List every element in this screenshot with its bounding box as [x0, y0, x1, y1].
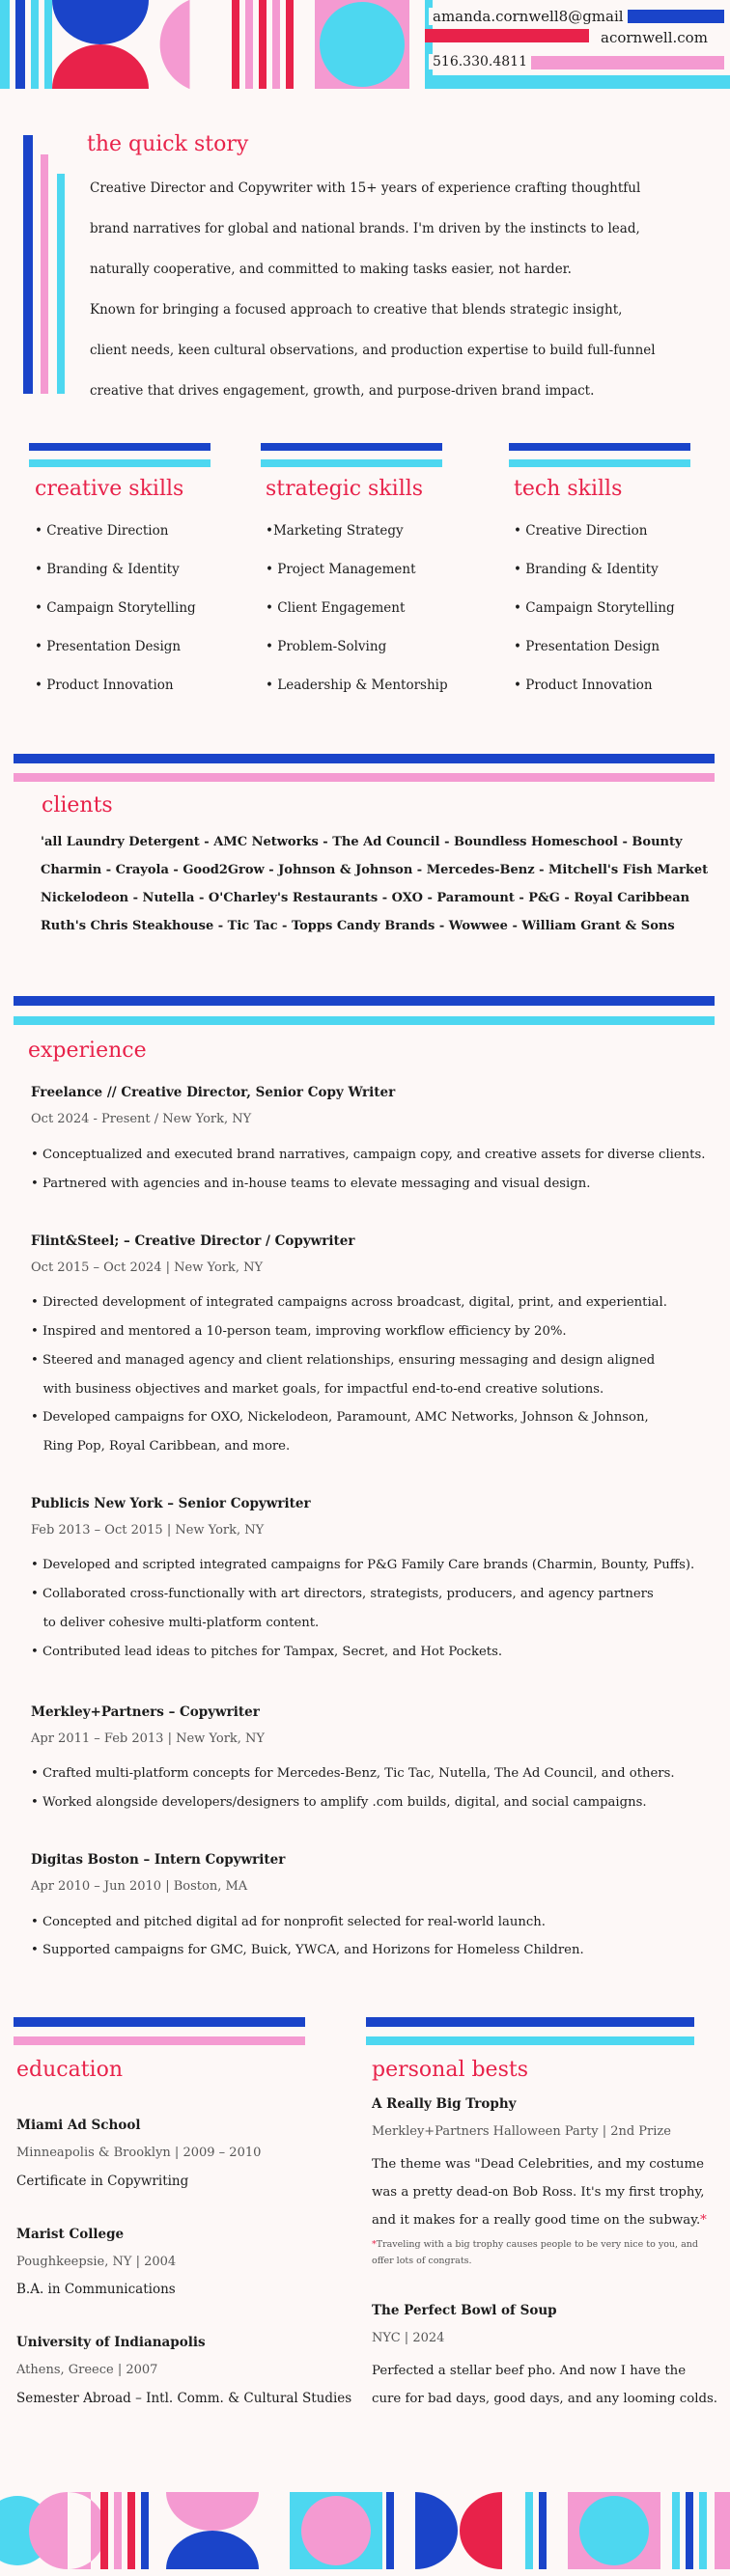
contact-phone[interactable]: 516.330.4811 — [429, 54, 531, 69]
divider — [14, 2036, 305, 2045]
job-bullet: • Collaborated cross-functionally with art directors, strategists, producers, and agency partners — [31, 1587, 654, 1601]
story-body — [90, 174, 708, 417]
best-title: The Perfect Bowl of Soup — [372, 2303, 557, 2318]
best-line: and it makes for a really good time on the subway. — [372, 2213, 701, 2228]
list-item: • Branding & Identity — [514, 562, 659, 577]
job-bullet: • Supported campaigns for GMC, Buick, YWCA, and Horizons for Homeless Children. — [31, 1943, 584, 1957]
clients-line: Ruth's Chris Steakhouse - Tic Tac - Topps Candy Brands - Wowwee - William Grant & Sons — [41, 919, 675, 933]
story-line: brand narratives for global and national brands. I'm driven by the instincts to lead, — [90, 221, 640, 236]
clients-line: 'all Laundry Detergent - AMC Networks - The Ad Council - Boundless Homeschool - Bounty — [41, 835, 683, 849]
story-line: Creative Director and Copywriter with 15+ years of experience crafting thoughtful — [90, 180, 641, 196]
creative-skills-heading: creative skills — [35, 477, 184, 501]
school-name: Miami Ad School — [16, 2118, 141, 2133]
clients-line: Nickelodeon - Nutella - O'Charley's Restaurants - OXO - Paramount - P&G - Royal Caribbean — [41, 891, 690, 905]
divider — [366, 2017, 694, 2027]
geometric-pattern-bottom — [0, 2488, 730, 2572]
job-bullet: • Contributed lead ideas to pitches for Tampax, Secret, and Hot Pockets. — [31, 1645, 503, 1659]
story-heading: the quick story — [87, 132, 249, 156]
strategic-skills-heading: strategic skills — [266, 477, 424, 501]
job-title: Publicis New York – Senior Copywriter — [31, 1496, 311, 1511]
job-bullet: • Developed and scripted integrated campaigns for P&G Family Care brands (Charmin, Bounty, Puffs). — [31, 1558, 695, 1572]
school-meta: Minneapolis & Brooklyn | 2009 – 2010 — [16, 2146, 262, 2160]
job-bullet: to deliver cohesive multi-platform content. — [31, 1616, 320, 1630]
clients-heading: clients — [42, 793, 113, 817]
clients-list — [41, 828, 708, 940]
list-item: • Presentation Design — [514, 639, 660, 654]
list-item: • Client Engagement — [266, 600, 406, 616]
contact-website[interactable]: acornwell.com — [597, 29, 712, 46]
best-body — [372, 2150, 707, 2234]
school-detail: Semester Abroad – Intl. Comm. & Cultural Studies — [16, 2391, 352, 2406]
bottom-decor-banner — [0, 2488, 730, 2572]
job-bullet: • Inspired and mentored a 10-person team, improving workflow efficiency by 20%. — [31, 1324, 567, 1339]
school-name: University of Indianapolis — [16, 2335, 206, 2350]
job-bullet: with business objectives and market goals, for impactful end-to-end creative solutions. — [31, 1382, 604, 1397]
education-heading: education — [16, 2058, 123, 2082]
job-bullet: • Steered and managed agency and client relationships, ensuring messaging and design aligned — [31, 1353, 656, 1368]
job-bullet: • Crafted multi-platform concepts for Mercedes-Benz, Tic Tac, Nutella, The Ad Council, and others. — [31, 1766, 675, 1781]
footnote-line: Traveling with a big trophy causes people to be very nice to you, and — [376, 2239, 698, 2250]
strategic-skills-list — [266, 519, 448, 712]
personal-bests-heading: personal bests — [372, 2058, 528, 2082]
job-bullet: • Worked alongside developers/designers to amplify .com builds, digital, and social campaigns. — [31, 1795, 647, 1810]
divider — [14, 754, 715, 763]
job-title: Digitas Boston – Intern Copywriter — [31, 1852, 286, 1868]
school-detail: Certificate in Copywriting — [16, 2174, 189, 2189]
list-item: • Product Innovation — [35, 678, 174, 693]
job-title: Freelance // Creative Director, Senior Copy Writer — [31, 1085, 396, 1100]
tech-skills-list — [514, 519, 675, 712]
list-item: • Creative Direction — [35, 523, 169, 539]
divider — [14, 1016, 715, 1025]
job-bullet: • Concepted and pitched digital ad for nonprofit selected for real-world launch. — [31, 1915, 546, 1929]
job-meta: Apr 2010 – Jun 2010 | Boston, MA — [31, 1879, 248, 1894]
best-footnote — [372, 2236, 698, 2269]
story-line: creative that drives engagement, growth, and purpose-driven brand impact. — [90, 383, 595, 399]
list-item: • Problem-Solving — [266, 639, 387, 654]
job-bullet: • Partnered with agencies and in-house teams to elevate messaging and visual design. — [31, 1177, 591, 1191]
story-line: client needs, keen cultural observations, and production expertise to build full-funnel — [90, 343, 656, 358]
divider — [14, 2017, 305, 2027]
job-meta: Apr 2011 – Feb 2013 | New York, NY — [31, 1731, 266, 1746]
best-line: cure for bad days, good days, and any looming colds. — [372, 2392, 718, 2406]
best-body — [372, 2357, 717, 2413]
job-bullet: Ring Pop, Royal Caribbean, and more. — [31, 1439, 291, 1454]
school-detail: B.A. in Communications — [16, 2282, 176, 2297]
creative-skills-list — [35, 519, 196, 712]
list-item: • Product Innovation — [514, 678, 653, 693]
story-line: Known for bringing a focused approach to creative that blends strategic insight, — [90, 302, 623, 318]
tech-skills-heading: tech skills — [514, 477, 623, 501]
best-line: Perfected a stellar beef pho. And now I have the — [372, 2364, 687, 2378]
footnote-line: offer lots of congrats. — [372, 2256, 472, 2266]
job-meta: Oct 2024 - Present / New York, NY — [31, 1112, 252, 1126]
best-line: The theme was "Dead Celebrities, and my costume — [372, 2157, 704, 2172]
footnote-marker: * — [372, 2239, 377, 2250]
list-item: • Creative Direction — [514, 523, 648, 539]
best-meta: NYC | 2024 — [372, 2331, 445, 2345]
school-name: Marist College — [16, 2227, 125, 2242]
list-item: • Campaign Storytelling — [514, 600, 675, 616]
job-bullet: • Developed campaigns for OXO, Nickelodeon, Paramount, AMC Networks, Johnson & Johnson, — [31, 1410, 649, 1425]
divider — [14, 773, 715, 782]
list-item: •Marketing Strategy — [266, 523, 404, 539]
job-title: Merkley+Partners – Copywriter — [31, 1704, 260, 1720]
experience-heading: experience — [28, 1039, 147, 1063]
list-item: • Presentation Design — [35, 639, 182, 654]
list-item: • Project Management — [266, 562, 416, 577]
clients-line: Charmin - Crayola - Good2Grow - Johnson & Johnson - Mercedes-Benz - Mitchell's Fish Market — [41, 863, 709, 877]
divider — [366, 2036, 694, 2045]
best-meta: Merkley+Partners Halloween Party | 2nd Prize — [372, 2124, 671, 2139]
list-item: • Branding & Identity — [35, 562, 180, 577]
job-bullet: • Directed development of integrated campaigns across broadcast, digital, print, and experiential. — [31, 1295, 667, 1310]
best-title: A Really Big Trophy — [372, 2096, 517, 2112]
job-bullet: • Conceptualized and executed brand narratives, campaign copy, and creative assets for diverse clients. — [31, 1148, 706, 1162]
school-meta: Poughkeepsie, NY | 2004 — [16, 2255, 177, 2269]
job-meta: Oct 2015 – Oct 2024 | New York, NY — [31, 1260, 264, 1275]
list-item: • Leadership & Mentorship — [266, 678, 448, 693]
top-decor-banner — [0, 0, 730, 97]
footnote-marker: * — [700, 2213, 707, 2228]
list-item: • Campaign Storytelling — [35, 600, 196, 616]
story-line: naturally cooperative, and committed to making tasks easier, not harder. — [90, 262, 572, 277]
job-title: Flint&Steel; – Creative Director / Copywriter — [31, 1233, 355, 1249]
divider — [14, 996, 715, 1006]
contact-email[interactable]: amanda.cornwell8@gmail — [429, 8, 628, 25]
school-meta: Athens, Greece | 2007 — [16, 2363, 158, 2377]
best-line: was a pretty dead-on Bob Ross. It's my first trophy, — [372, 2185, 705, 2200]
job-meta: Feb 2013 – Oct 2015 | New York, NY — [31, 1523, 265, 1537]
